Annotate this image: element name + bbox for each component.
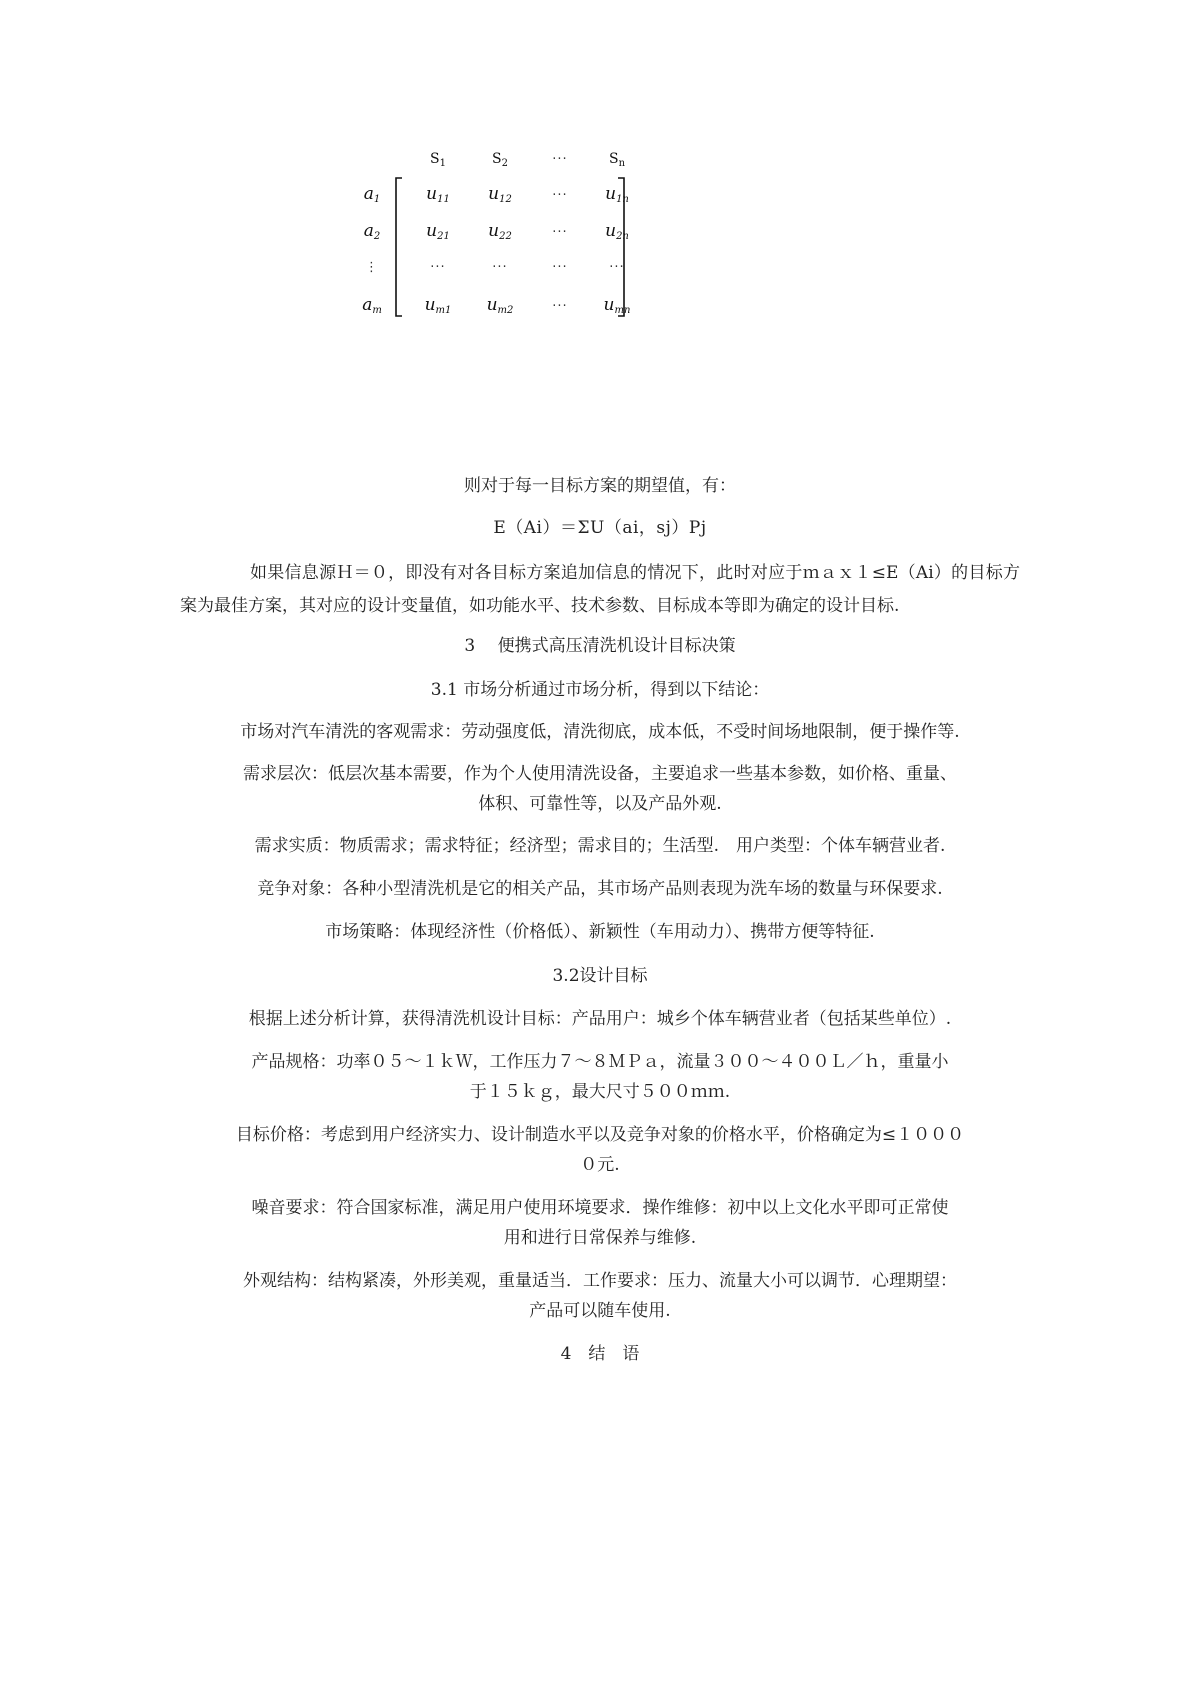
matrix-row-header: a1 [363,184,381,205]
matrix-cell: u1n [605,184,629,205]
goal-price-line2: ０元. [580,1155,620,1175]
expectation-formula: E（Ai）＝ΣU（ai，sj）Pj [493,518,707,538]
section-3-2-heading: 3.2设计目标 [552,966,648,986]
matrix-col-header: ··· [552,152,568,167]
goal-product-user: 根据上述分析计算，获得清洗机设计目标：产品用户：城乡个体车辆营业者（包括某些单位）. [248,1009,952,1029]
goal-spec-line1: 产品规格：功率０５～１ｋＷ，工作压力７～８ＭＰａ，流量３００～４００Ｌ／ｈ，重量小 [251,1052,949,1072]
matrix-cell: u22 [488,221,512,242]
section-3-1-heading: 3.1 市场分析通过市场分析，得到以下结论： [430,680,770,700]
matrix-cell: umn [603,295,630,316]
goal-appearance-line2: 产品可以随车使用. [529,1301,671,1321]
goal-spec-line2: 于１５ｋｇ，最大尺寸５００ｍｍ. [469,1082,731,1102]
goal-price-line1: 目标价格：考虑到用户经济实力、设计制造水平以及竞争对象的价格水平，价格确定为≤１０００ [235,1125,965,1145]
decision-matrix [360,150,630,340]
matrix-cell: ··· [552,260,568,275]
matrix-col-header: $S_1$ [430,151,446,169]
expectation-intro: 则对于每一目标方案的期望值，有： [464,476,736,496]
matrix-cell: ··· [492,260,508,275]
matrix-cell: u2n [605,221,629,242]
matrix-cell: um1 [424,295,452,316]
matrix-row-header: a2 [363,221,381,242]
matrix-row-header: am [362,295,382,316]
decision-matrix-figure [360,150,630,340]
matrix-col-header: $S_2$ [492,151,508,169]
goal-noise-line2: 用和进行日常保养与维修. [503,1228,697,1248]
matrix-cell: ··· [552,225,568,240]
market-item-demand-level-line1: 需求层次：低层次基本需要，作为个人使用清洗设备，主要追求一些基本参数，如价格、重量、 [243,764,957,784]
matrix-cell: ··· [609,260,625,275]
market-item-competitors: 竞争对象：各种小型清洗机是它的相关产品，其市场产品则表现为洗车场的数量与环保要求. [257,879,943,899]
market-item-demand-level-line2: 体积、可靠性等，以及产品外观. [478,794,722,814]
matrix-cell: u12 [488,184,512,205]
goal-appearance-line1: 外观结构：结构紧凑，外形美观，重量适当．工作要求：压力、流量大小可以调节．心理期望： [243,1271,957,1291]
matrix-col-header: $S_n$ [608,151,626,169]
market-item-demand-essence: 需求实质：物质需求；需求特征；经济型；需求目的；生活型. 用户类型：个体车辆营业者. [254,836,946,856]
info-source-paragraph: 如果信息源Ｈ＝０，即没有对各目标方案追加信息的情况下，此时对应于ｍａｘ１≤E（Ai）的目标方案为最佳方案，其对应的设计变量值，如功能水平、技术参数、目标成本等即为确定的设计目标. [180,563,1020,616]
matrix-cell: u21 [426,221,450,242]
matrix-cell: ··· [430,260,446,275]
matrix-row-header: ⋮ [365,260,379,275]
matrix-cell: u11 [426,184,450,205]
section-3-heading: 3 便携式高压清洗机设计目标决策 [464,636,736,656]
market-item-objective-demand: 市场对汽车清洗的客观需求：劳动强度低，清洗彻底，成本低，不受时间场地限制，便于操作等. [240,722,960,742]
market-item-strategy: 市场策略：体现经济性（价格低）、新颖性（车用动力）、携带方便等特征. [325,922,875,942]
matrix-cell: um2 [486,295,514,316]
goal-noise-line1: 噪音要求：符合国家标准，满足用户使用环境要求．操作维修：初中以上文化水平即可正常使 [251,1198,949,1218]
section-4-heading: 4 结 语 [560,1344,640,1364]
matrix-cell: ··· [552,188,568,203]
matrix-cell: ··· [552,299,568,314]
matrix-left-bracket [396,178,402,316]
